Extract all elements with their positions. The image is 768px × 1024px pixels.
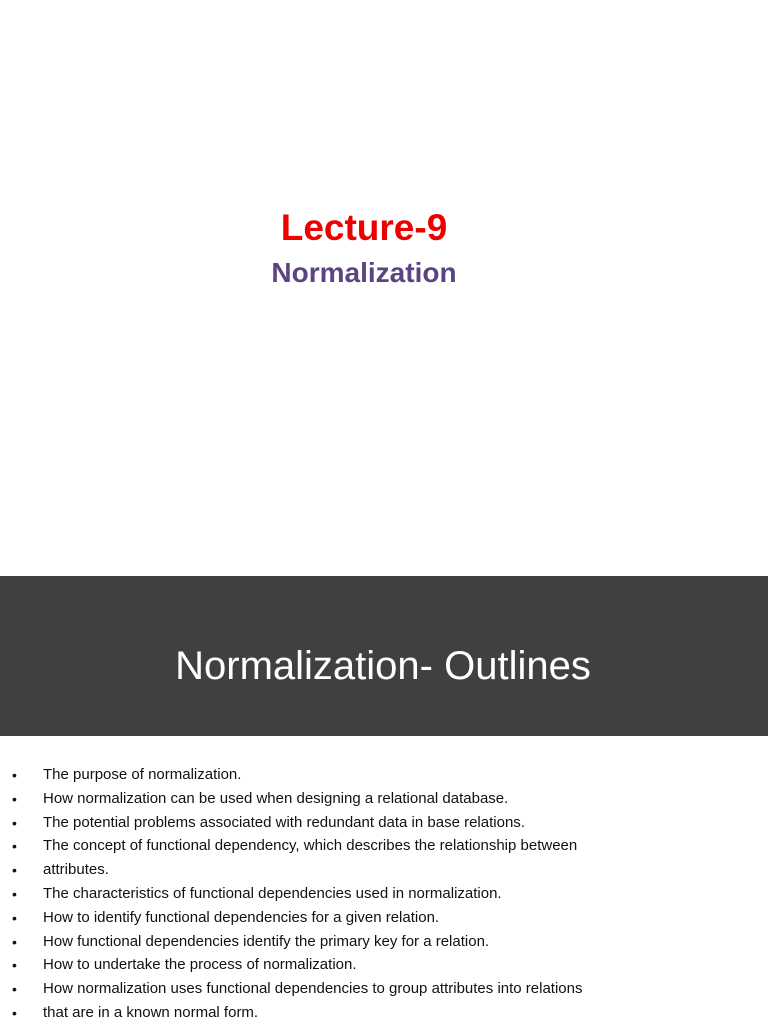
bullet-icon: • — [12, 862, 17, 879]
bullet-item — [0, 930, 768, 954]
bullet-item — [0, 882, 768, 906]
bullet-text: The purpose of normalization. — [43, 766, 242, 783]
bullet-text: How to identify functional dependencies for a given relation. — [43, 908, 440, 926]
bullet-text: How functional dependencies identify the primary key for a relation. — [43, 932, 490, 950]
bullet-text: How normalization can be used when designing a relational database. — [43, 789, 509, 807]
bullet-text: attributes. — [43, 861, 109, 879]
bullet-text: How normalization uses functional dependencies to group attributes into relations — [43, 980, 583, 998]
outline-slide-title: Normalization- Outlines — [175, 644, 591, 688]
bullet-icon: • — [12, 909, 17, 926]
bullet-item — [0, 1001, 768, 1024]
bullet-text: The characteristics of functional dependencies used in normalization. — [43, 884, 502, 902]
bullet-text: The concept of functional dependency, which describes the relationship between — [43, 837, 578, 855]
bullet-icon: • — [12, 838, 17, 855]
bullet-icon: • — [12, 885, 17, 902]
bullet-icon: • — [12, 814, 17, 831]
bullet-item — [0, 858, 768, 882]
lecture-title: Lecture-9 — [280, 207, 448, 248]
bullet-item — [0, 787, 768, 811]
bullet-text: The potential problems associated with redundant data in base relations. — [43, 813, 525, 831]
bullet-text: How to undertake the process of normalization. — [43, 956, 357, 974]
bullet-item — [0, 763, 768, 787]
bullet-icon: • — [12, 790, 17, 807]
bullet-text: that are in a known normal form. — [43, 1003, 259, 1021]
bullet-icon: • — [12, 1004, 17, 1021]
bullet-icon: • — [12, 957, 17, 974]
bullet-item — [0, 953, 768, 977]
lecture-subtitle: Normalization — [271, 257, 457, 288]
bullet-item — [0, 977, 768, 1001]
bullet-icon: • — [12, 933, 17, 950]
slide-header-band — [0, 576, 768, 736]
bullet-item — [0, 906, 768, 930]
outline-bullet-list — [0, 763, 768, 1024]
bullet-icon: • — [12, 981, 17, 998]
bullet-icon: • — [12, 767, 17, 783]
bullet-item — [0, 834, 768, 858]
outline-slide — [0, 576, 768, 1024]
bullet-item — [0, 811, 768, 835]
